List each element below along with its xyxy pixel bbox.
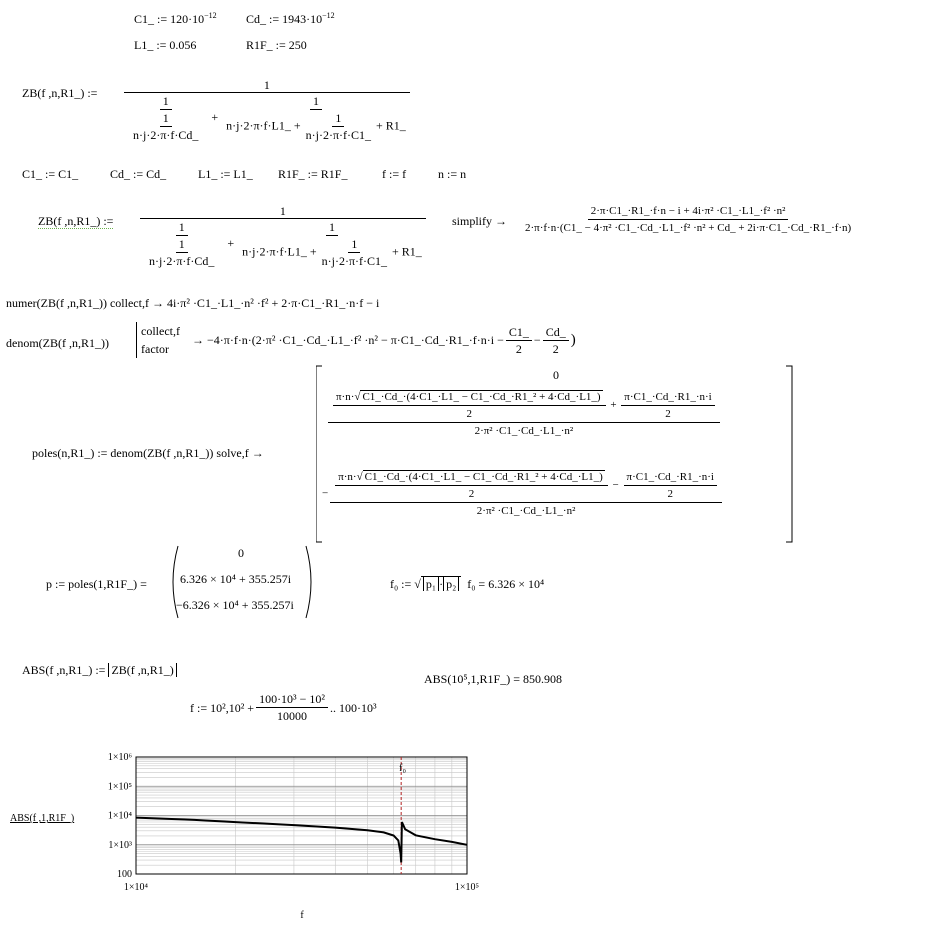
simplify-result: 2·π·C1_·R1_·f·n − i + 4i·π² ·C1_·L1_·f² ·n² 2·π·f·n·(C1_ − 4·π² ·C1_·Cd_·L1_·f² ·n² + Cd_ + 2i·π·C1_·Cd_·R1_·f·n) bbox=[525, 205, 852, 234]
const-r1f: R1F_ := 250 bbox=[246, 38, 307, 52]
zb-def-expr: 1 $\frac{1}{\frac{1}{n\cdot j\cdot 2\cdot\pi\cdot f\cdot Cd\_}}$ + 1 n·j·2·π·f·L1_ + $\frac{1}{n\cdot j\cdot 2\cdot\pi\cdot f\cdot C1\_}$ + R1_ bbox=[118, 78, 416, 142]
f-range: f := 10²,10² + $\frac{\text{100·10³ − 10²}}{10000}$ .. 100·10³ bbox=[190, 692, 377, 723]
poles-def-lhs: poles(n,R1_) := denom(ZB(f ,n,R1_)) solve,f → bbox=[32, 446, 264, 460]
assign-cd: Cd_ := Cd_ bbox=[110, 167, 167, 181]
numer-line: numer(ZB(f ,n,R1_)) collect,f → 4i·π² ·C1_·L1_·n² ·f² + 2·π·C1_·R1_·n·f − i bbox=[6, 296, 380, 310]
poles-val-0: 0 bbox=[238, 546, 244, 560]
abs-def: ABS(f ,n,R1_) := ZB(f ,n,R1_) bbox=[22, 663, 177, 677]
abs-chart bbox=[0, 740, 520, 927]
poles-val-1: 6.326 × 10⁴ + 355.257i bbox=[180, 572, 292, 586]
y-tick-label: 1×10⁶ bbox=[107, 752, 132, 763]
x-axis-label: f bbox=[300, 910, 304, 921]
assign-l1: L1_ := L1_ bbox=[198, 167, 253, 181]
poles-val-2: −6.326 × 10⁴ + 355.257i bbox=[176, 598, 294, 612]
const-l1: L1_ := 0.056 bbox=[134, 38, 197, 52]
f0-expr: f₀ := √ p₁ · p₂ f₀ = 6.326 × 10⁴ bbox=[390, 577, 545, 591]
x-tick-label: 1×10⁴ bbox=[123, 882, 149, 893]
const-cd: Cd_ := $1943\cdot 10^{-12}$ bbox=[246, 11, 335, 26]
x-tick-label: 1×10⁵ bbox=[454, 882, 480, 893]
denom-lhs: denom(ZB(f ,n,R1_)) bbox=[6, 336, 109, 350]
poles-row2: − $\frac{\text{π·n·√ C1\_·Cd\_·(4·C1\_·L1\_ − C1\_·Cd\_·R1\_² + 4·Cd\_·L1\_)}}{2}$ − $\frac{\pi\cdot C1\_\cdot Cd\_\cdot R1\_\cdot n\cdot i}{2}$ 2·π² ·C1_·Cd_·L1_·n² bbox=[322, 470, 724, 518]
f0-marker-label: f₀ bbox=[399, 763, 407, 774]
y-tick-label: 1×10³ bbox=[108, 839, 132, 851]
simplify-lhs: ZB(f ,n,R1_) := bbox=[38, 214, 114, 228]
denom-result: → −4·π·f·n·(2·π² ·C1_·Cd_·L1_·f² ·n² − π·C1_·Cd_·R1_·f·n·i − $\frac{C1\_}{2}$ − $\frac{Cd\_}{2}$ ) bbox=[192, 324, 576, 356]
assign-r1f: R1F_ := R1F_ bbox=[278, 167, 348, 181]
poles-val-lhs: p := poles(1,R1F_) = bbox=[46, 577, 147, 591]
y-tick-label: 100 bbox=[117, 869, 132, 880]
denom-keywords: collect,f factor bbox=[136, 322, 180, 358]
y-tick-label: 1×10⁵ bbox=[107, 781, 132, 793]
poles-row1: $\frac{\text{π·n·√ C1\_·Cd\_·(4·C1\_·L1\_ − C1\_·Cd\_·R1\_² + 4·Cd\_·L1\_)}}{2}$ + $\frac{\pi\cdot C1\_\cdot Cd\_\cdot R1\_\cdot n\cdot i}{2}$ 2·π² ·C1_·Cd_·L1_·n² bbox=[326, 390, 722, 438]
simplify-keyword: simplify → bbox=[452, 214, 508, 228]
const-c1: C1_ := $120\cdot 10^{-12}$ bbox=[134, 11, 217, 26]
zb-def-lhs: ZB(f ,n,R1_) := bbox=[22, 86, 98, 100]
abs-eval: ABS(10⁵,1,R1F_) = 850.908 bbox=[424, 672, 562, 686]
simplify-expr: 1 $\frac{1}{\frac{1}{n\cdot j\cdot 2\cdot\pi\cdot f\cdot Cd\_}}$ + 1 n·j·2·π·f·L1_ + $\frac{1}{n\cdot j\cdot 2\cdot\pi\cdot f\cdot C1\_}$ + R1_ bbox=[134, 204, 432, 268]
assign-c1: C1_ := C1_ bbox=[22, 167, 79, 181]
assign-n: n := n bbox=[438, 167, 467, 181]
assign-f: f := f bbox=[382, 167, 407, 181]
y-tick-label: 1×10⁴ bbox=[107, 810, 132, 822]
poles-row0: 0 bbox=[553, 368, 559, 382]
y-axis-label: ABS(f ,1,R1F_) bbox=[10, 813, 75, 824]
